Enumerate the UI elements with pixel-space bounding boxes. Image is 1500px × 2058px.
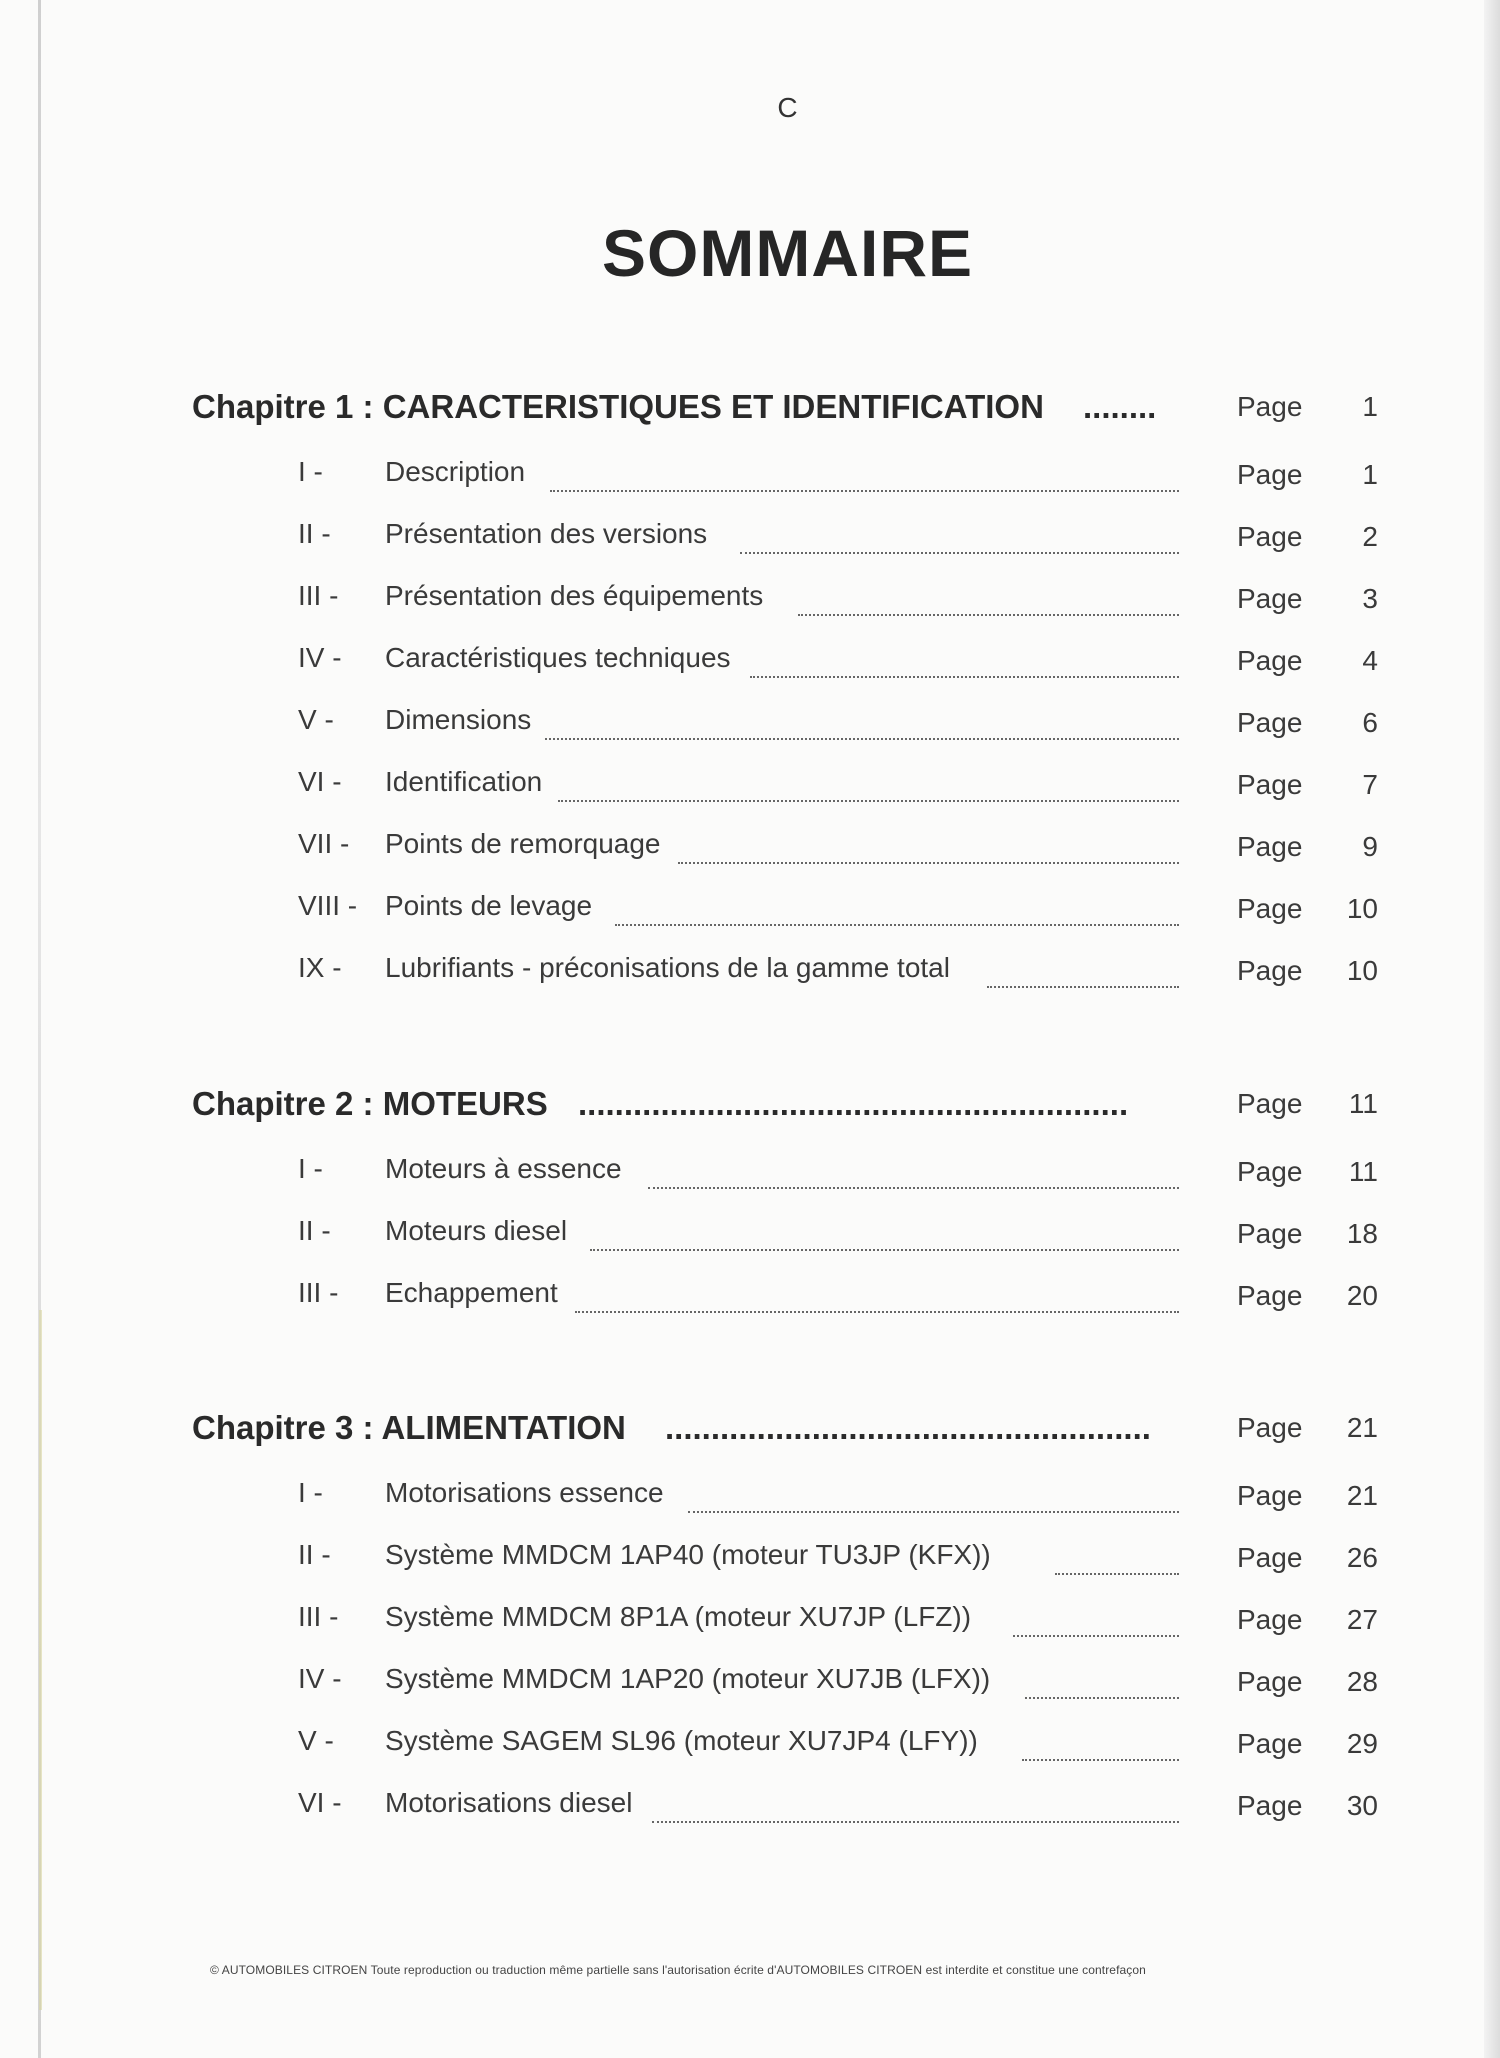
item-numeral: III - <box>298 1601 339 1632</box>
item-label: Lubrifiants - préconisations de la gamme total <box>385 952 950 983</box>
item-numeral: IV - <box>298 1663 342 1694</box>
leader-dots <box>1013 1607 1179 1637</box>
page-word: Page <box>1237 1604 1303 1635</box>
copyright-footer: © AUTOMOBILES CITROEN Toute reproduction ou traduction même partielle sans l'autorisation écrite d'AUTOMOBILES CITROEN est interdite et constitue une contrefaçon <box>210 1963 1146 1977</box>
page-word: Page <box>1237 831 1303 862</box>
toc-item <box>0 1277 1500 1323</box>
item-numeral: VI - <box>298 1787 342 1818</box>
item-label: Système MMDCM 8P1A (moteur XU7JP (LFZ)) <box>385 1601 972 1632</box>
item-numeral: I - <box>298 456 323 487</box>
page-number: 27 <box>1346 1604 1378 1635</box>
item-label: Présentation des équipements <box>385 580 764 611</box>
toc-item <box>0 1787 1500 1833</box>
chapter-title: Chapitre 1 : CARACTERISTIQUES ET IDENTIFICATION <box>192 388 1044 425</box>
item-numeral: IV - <box>298 642 342 673</box>
item-label: Dimensions <box>385 704 532 735</box>
chapter-2-heading <box>0 1085 1500 1135</box>
page-number: 10 <box>1346 893 1378 924</box>
toc-item <box>0 1477 1500 1523</box>
page-word: Page <box>1237 1666 1303 1697</box>
leader-dots <box>987 958 1179 988</box>
item-label: Echappement <box>385 1277 558 1308</box>
item-label: Moteurs diesel <box>385 1215 568 1246</box>
page-word: Page <box>1237 1218 1303 1249</box>
item-numeral: I - <box>298 1477 323 1508</box>
leader-dots: ..................................................... <box>665 1409 1151 1446</box>
page-word: Page <box>1237 1156 1303 1187</box>
page-number: 3 <box>1362 583 1378 614</box>
page-word: Page <box>1237 893 1303 924</box>
item-numeral: III - <box>298 580 339 611</box>
leader-dots <box>688 1483 1179 1513</box>
toc-item <box>0 456 1500 502</box>
item-numeral: VII - <box>298 828 350 859</box>
item-label: Motorisations diesel <box>385 1787 633 1818</box>
chapter-title: Chapitre 2 : MOTEURS <box>192 1085 548 1122</box>
page-number: 6 <box>1362 707 1378 738</box>
leader-dots <box>750 648 1179 678</box>
page-number: 11 <box>1348 1088 1378 1119</box>
item-label: Points de remorquage <box>385 828 661 859</box>
leader-dots <box>678 834 1179 864</box>
item-label: Identification <box>385 766 543 797</box>
leader-dots <box>590 1221 1179 1251</box>
toc-item <box>0 518 1500 564</box>
toc-item <box>0 1663 1500 1709</box>
toc-item <box>0 580 1500 626</box>
item-label: Système MMDCM 1AP40 (moteur TU3JP (KFX)) <box>385 1539 991 1570</box>
toc-item <box>0 1601 1500 1647</box>
page-word: Page <box>1237 583 1303 614</box>
leader-dots <box>558 772 1179 802</box>
page-number: 7 <box>1362 769 1378 800</box>
page-word: Page <box>1237 1088 1303 1119</box>
page-number: 10 <box>1346 955 1378 986</box>
toc-item <box>0 1215 1500 1261</box>
chapter-3-heading <box>0 1409 1500 1459</box>
leader-dots <box>798 586 1179 616</box>
page-number: 21 <box>1346 1480 1378 1511</box>
leader-dots <box>1025 1669 1179 1699</box>
item-numeral: V - <box>298 1725 334 1756</box>
toc-item <box>0 952 1500 998</box>
chapter-title: Chapitre 3 : ALIMENTATION <box>192 1409 626 1446</box>
item-label: Description <box>385 456 526 487</box>
toc-item <box>0 828 1500 874</box>
toc-item <box>0 642 1500 688</box>
page-word: Page <box>1237 707 1303 738</box>
page-word: Page <box>1237 645 1303 676</box>
leader-dots <box>545 710 1179 740</box>
page-number: 18 <box>1346 1218 1378 1249</box>
item-numeral: II - <box>298 518 331 549</box>
page-word: Page <box>1237 1542 1303 1573</box>
page-word: Page <box>1237 1790 1303 1821</box>
item-numeral: III - <box>298 1277 339 1308</box>
leader-dots: ........ <box>1083 388 1157 425</box>
toc-item <box>0 1725 1500 1771</box>
item-label: Motorisations essence <box>385 1477 664 1508</box>
page-number: 28 <box>1346 1666 1378 1697</box>
item-label: Système MMDCM 1AP20 (moteur XU7JB (LFX)) <box>385 1663 991 1694</box>
page-word: Page <box>1237 955 1303 986</box>
item-label: Caractéristiques techniques <box>385 642 731 673</box>
item-numeral: V - <box>298 704 334 735</box>
chapter-1-heading <box>0 388 1500 438</box>
item-numeral: I - <box>298 1153 323 1184</box>
leader-dots <box>550 462 1179 492</box>
leader-dots <box>575 1283 1179 1313</box>
page-number: 29 <box>1346 1728 1378 1759</box>
item-numeral: II - <box>298 1215 331 1246</box>
item-numeral: IX - <box>298 952 342 983</box>
page-word: Page <box>1237 391 1303 422</box>
leader-dots <box>1022 1731 1179 1761</box>
page-number: 21 <box>1346 1412 1378 1443</box>
leader-dots <box>1055 1545 1179 1575</box>
item-label: Présentation des versions <box>385 518 708 549</box>
page-title: SOMMAIRE <box>602 216 973 290</box>
toc-item <box>0 1153 1500 1199</box>
page-word: Page <box>1237 459 1303 490</box>
leader-dots <box>740 524 1179 554</box>
leader-dots <box>652 1793 1179 1823</box>
item-numeral: VI - <box>298 766 342 797</box>
page-number: 2 <box>1362 521 1378 552</box>
page-word: Page <box>1237 1280 1303 1311</box>
toc-item <box>0 704 1500 750</box>
page-number: 1 <box>1362 459 1378 490</box>
leader-dots <box>648 1159 1179 1189</box>
toc-item <box>0 766 1500 812</box>
page-word: Page <box>1237 521 1303 552</box>
page-number: 1 <box>1362 391 1378 422</box>
page-number: 20 <box>1346 1280 1378 1311</box>
page-word: Page <box>1237 769 1303 800</box>
page-letter: C <box>777 92 798 123</box>
item-label: Système SAGEM SL96 (moteur XU7JP4 (LFY)) <box>385 1725 978 1756</box>
toc-item <box>0 890 1500 936</box>
page-word: Page <box>1237 1412 1303 1443</box>
toc-item <box>0 1539 1500 1585</box>
item-label: Points de levage <box>385 890 593 921</box>
leader-dots: ............................................................ <box>578 1085 1129 1122</box>
page-word: Page <box>1237 1480 1303 1511</box>
page-number: 11 <box>1348 1156 1378 1187</box>
item-numeral: II - <box>298 1539 331 1570</box>
page-number: 30 <box>1346 1790 1378 1821</box>
page-number: 4 <box>1362 645 1378 676</box>
page-word: Page <box>1237 1728 1303 1759</box>
item-label: Moteurs à essence <box>385 1153 622 1184</box>
page-number: 9 <box>1362 831 1378 862</box>
page-number: 26 <box>1346 1542 1378 1573</box>
item-numeral: VIII - <box>298 890 358 921</box>
leader-dots <box>615 896 1179 926</box>
